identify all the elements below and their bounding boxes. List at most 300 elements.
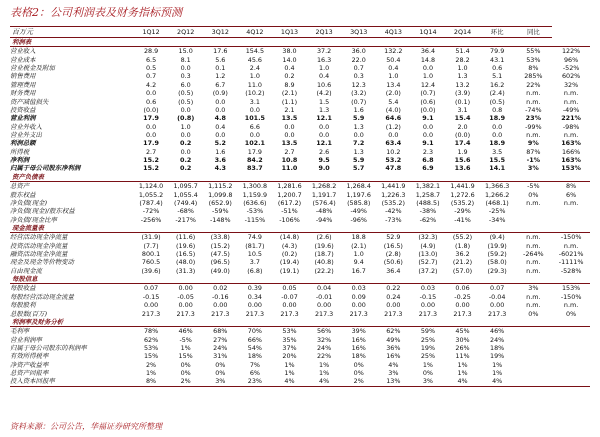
- table-row: [10, 56, 590, 64]
- table-cell: [203, 173, 238, 182]
- section-label: 每股信息: [10, 275, 134, 284]
- table-cell: 3.6: [214, 156, 226, 165]
- table-cell: 46%: [490, 327, 505, 336]
- table-cell: 11.0: [247, 80, 262, 89]
- table-cell: 153%: [561, 164, 581, 173]
- table-cell: 5.6: [215, 55, 226, 64]
- table-cell: (617.2): [277, 198, 302, 207]
- table-cell: 4.2: [145, 80, 157, 89]
- table-cell: (787.4): [139, 198, 163, 207]
- section-label: 现金流量表: [10, 224, 134, 233]
- table-cell: (19.4): [279, 258, 300, 267]
- table-cell: [341, 173, 376, 182]
- table-cell: 760.5: [141, 258, 161, 267]
- table-cell: -72%: [142, 207, 160, 216]
- table-cell: 3%: [527, 164, 539, 173]
- table-cell: 9%: [527, 139, 539, 148]
- table-cell: [552, 207, 590, 215]
- table-cell: 11.0: [281, 164, 298, 173]
- table-cell: -148%: [209, 215, 231, 224]
- table-cell: [238, 173, 273, 182]
- table-cell: 45.6: [247, 55, 262, 64]
- table-cell: 46%: [178, 327, 193, 336]
- table-cell: 2.7: [145, 147, 157, 156]
- table-cell: 1.6: [353, 105, 364, 114]
- table-cell: 0.03: [351, 284, 366, 293]
- table-cell: [552, 224, 590, 233]
- table-cell: -150%: [560, 292, 582, 301]
- table-cell: 1%: [180, 343, 191, 352]
- table-cell: -0.01: [315, 292, 333, 301]
- table-cell: 0.00: [178, 284, 193, 293]
- table-cell: 0%: [353, 360, 364, 369]
- table-cell: 15.6: [454, 156, 471, 165]
- table-cell: (4.2): [316, 89, 332, 98]
- table-row: [10, 250, 590, 258]
- table-cell: (636.6): [243, 198, 267, 207]
- table-cell: 51.4: [455, 47, 470, 56]
- row-label: 总资产: [10, 182, 30, 191]
- table-cell: [480, 173, 515, 182]
- table-cell: 1,300.8: [242, 182, 268, 191]
- table-cell: 0.2: [180, 139, 192, 148]
- table-cell: [480, 318, 515, 327]
- row-label: 每股经营活动现金流量: [10, 292, 74, 301]
- table-cell: 17.6: [213, 47, 228, 56]
- table-cell: 38.0: [282, 47, 297, 56]
- table-cell: 3%: [388, 369, 399, 378]
- table-cell: (6.8): [247, 266, 263, 275]
- table-cell: 217.3: [488, 309, 507, 318]
- table-cell: 0%: [180, 360, 191, 369]
- table-cell: 4%: [272, 377, 307, 386]
- table-cell: 12.1: [316, 114, 332, 123]
- table-cell: [411, 318, 446, 327]
- table-cell: 10.2: [386, 147, 401, 156]
- table-cell: -99%: [525, 122, 542, 131]
- table-cell: n.m.: [563, 89, 579, 98]
- table-row: [10, 284, 590, 293]
- table-cell: 0.0: [284, 122, 295, 131]
- table-cell: -94%: [315, 215, 333, 224]
- table-cell: n.m.: [526, 97, 541, 106]
- table-cell: -96%: [350, 215, 367, 224]
- table-row: [10, 301, 590, 309]
- table-cell: 1%: [492, 360, 503, 369]
- table-cell: 217.3: [314, 309, 334, 318]
- row-label: 每股股利: [10, 301, 36, 310]
- table-cell: (39.6): [141, 266, 161, 275]
- table-cell: (0.9): [212, 89, 228, 98]
- column-header: 2Q12: [168, 27, 203, 38]
- table-cell: 16%: [351, 335, 366, 344]
- table-cell: 1%: [492, 369, 503, 378]
- table-row: [10, 106, 590, 114]
- row-label: 财务费用: [10, 89, 36, 98]
- table-cell: 6%: [249, 369, 260, 378]
- table-row: [10, 336, 590, 344]
- table-cell: [552, 352, 590, 360]
- row-label: 销售费用: [10, 72, 36, 81]
- table-cell: 1,055.4: [173, 190, 198, 199]
- table-cell: 3.7: [249, 258, 260, 267]
- table-cell: 1,272.6: [450, 190, 475, 199]
- table-cell: 63.4: [385, 139, 402, 148]
- table-cell: (19.1): [279, 266, 300, 275]
- table-cell: 2%: [145, 360, 157, 369]
- table-cell: (13.0): [418, 250, 438, 259]
- table-cell: [514, 173, 552, 182]
- table-cell: 1,441.9: [381, 182, 406, 191]
- table-cell: 31%: [213, 352, 228, 361]
- table-cell: [514, 216, 552, 224]
- table-cell: 39%: [351, 327, 366, 336]
- table-cell: 18.9: [489, 139, 506, 148]
- table-cell: [514, 38, 552, 47]
- table-cell: -5%: [179, 335, 192, 344]
- table-cell: (55.2): [452, 233, 473, 242]
- row-label: 净负债(现金): [10, 198, 47, 207]
- table-cell: [134, 173, 169, 182]
- table-cell: [238, 318, 273, 327]
- table-cell: 0.02: [213, 284, 228, 293]
- table-cell: [341, 38, 376, 47]
- table-cell: -59%: [212, 207, 229, 216]
- table-cell: 2.7: [284, 147, 295, 156]
- table-cell: 15.4: [454, 114, 471, 123]
- table-cell: -53%: [246, 207, 264, 216]
- table-cell: -48%: [315, 207, 333, 216]
- table-cell: [376, 318, 411, 327]
- table-cell: 17.4: [454, 139, 471, 148]
- table-cell: 132.2: [384, 47, 403, 56]
- table-cell: 8.9: [284, 80, 295, 89]
- table-cell: [134, 275, 169, 284]
- table-cell: 0.0: [180, 105, 191, 114]
- table-cell: 16%: [386, 352, 401, 361]
- table-cell: 0.6: [492, 64, 503, 73]
- table-cell: 0.2: [284, 72, 295, 81]
- table-cell: 4.3: [214, 164, 226, 173]
- table-cell: 2%: [341, 377, 376, 386]
- table-cell: 217.3: [349, 309, 368, 318]
- table-cell: 0.0: [215, 105, 226, 114]
- table-cell: n.m.: [563, 241, 579, 250]
- table-cell: 1,441.9: [450, 182, 475, 191]
- row-label: 营业外支出: [10, 130, 42, 139]
- table-cell: 1,055.2: [138, 190, 164, 199]
- table-cell: 68%: [213, 327, 228, 336]
- column-header: 1Q13: [272, 27, 307, 38]
- table-row: [10, 258, 590, 266]
- table-cell: [514, 327, 552, 336]
- table-cell: 0.0: [145, 130, 157, 139]
- table-cell: [272, 173, 307, 182]
- table-cell: (7.7): [143, 241, 159, 250]
- table-cell: [307, 318, 342, 327]
- table-cell: 0.00: [455, 301, 470, 310]
- table-cell: 0.0: [249, 130, 260, 139]
- table-cell: 166%: [561, 147, 581, 156]
- table-cell: 8.1: [180, 55, 191, 64]
- table-cell: n.m.: [526, 233, 541, 242]
- table-cell: -0.07: [281, 292, 298, 301]
- row-label: 利润总额: [10, 139, 36, 148]
- table-cell: -38%: [419, 207, 437, 216]
- table-cell: 0.4: [284, 64, 295, 73]
- table-row: [10, 207, 590, 215]
- table-cell: 0.0: [492, 130, 503, 139]
- table-row: [10, 64, 590, 72]
- table-cell: 11%: [455, 352, 470, 361]
- row-label: 毛利率: [10, 327, 30, 336]
- table-cell: 9.5: [318, 156, 330, 165]
- table-cell: 1,124.0: [138, 182, 164, 191]
- table-cell: 0.0: [422, 122, 434, 131]
- table-cell: 36.0: [351, 47, 366, 56]
- table-cell: 56%: [316, 327, 332, 336]
- row-label: 总股数(百万): [10, 309, 47, 318]
- table-cell: 154.5: [245, 47, 265, 56]
- table-cell: 6.6: [249, 122, 260, 131]
- column-header: 3Q12: [203, 27, 238, 38]
- table-cell: [445, 318, 480, 327]
- column-header: 环比: [480, 27, 515, 38]
- table-cell: (0.7): [351, 97, 367, 106]
- table-cell: [480, 38, 515, 47]
- table-cell: 13.5: [281, 139, 298, 148]
- table-cell: (50.6): [383, 258, 403, 267]
- table-cell: (52.7): [418, 258, 438, 267]
- table-cell: 1.2: [215, 72, 226, 81]
- table-cell: (16.5): [176, 250, 196, 259]
- table-cell: 0.6: [145, 97, 157, 106]
- table-cell: n.m.: [563, 97, 579, 106]
- table-cell: 0.0: [145, 122, 157, 131]
- table-cell: 1,095.7: [173, 182, 198, 191]
- table-cell: [134, 318, 169, 327]
- table-cell: 800.1: [141, 250, 161, 259]
- table-cell: (535.2): [381, 198, 405, 207]
- table-cell: (29.3): [487, 266, 507, 275]
- table-cell: (0.0): [143, 105, 159, 114]
- table-cell: 1%: [319, 360, 330, 369]
- table-cell: 7.2: [353, 139, 365, 148]
- table-cell: 43.1: [490, 55, 505, 64]
- table-cell: 8%: [134, 377, 169, 386]
- table-cell: 4.8: [214, 114, 226, 123]
- table-body: [10, 38, 590, 387]
- table-cell: -217%: [175, 215, 196, 224]
- table-cell: 0.06: [455, 284, 470, 293]
- table-cell: (468.1): [485, 198, 509, 207]
- table-cell: [168, 173, 203, 182]
- table-cell: (1.1): [281, 97, 298, 106]
- table-cell: 0.3: [180, 72, 191, 81]
- table-cell: 217.3: [280, 309, 299, 318]
- table-cell: 0.07: [490, 284, 505, 293]
- table-cell: [341, 275, 376, 284]
- column-header: 同比: [514, 27, 552, 38]
- table-cell: (0.1): [454, 97, 471, 106]
- table-cell: 17.9: [143, 139, 159, 148]
- table-row: [10, 89, 590, 97]
- table-cell: 1%: [145, 369, 157, 378]
- table-cell: [445, 38, 480, 47]
- table-cell: 3.1: [457, 105, 468, 114]
- table-cell: 1%: [284, 360, 295, 369]
- table-cell: (0.7): [420, 89, 436, 98]
- table-cell: 28.2: [455, 55, 470, 64]
- table-cell: 6%: [566, 190, 577, 199]
- table-cell: 55%: [526, 47, 541, 56]
- corner-label: 百万元: [10, 27, 134, 38]
- table-cell: [552, 361, 590, 369]
- table-cell: 1.0: [319, 64, 330, 73]
- table-cell: [272, 275, 307, 284]
- table-cell: 1%: [319, 369, 330, 378]
- table-cell: 0.4: [388, 64, 399, 73]
- row-label: 营业税金及附加: [10, 64, 55, 73]
- table-cell: 78%: [143, 327, 159, 336]
- table-cell: 0.00: [247, 301, 262, 310]
- table-cell: [307, 275, 342, 284]
- table-row: [10, 293, 590, 301]
- table-cell: 0.00: [143, 301, 159, 310]
- table-cell: 2.1: [284, 105, 295, 114]
- table-cell: [307, 224, 342, 233]
- table-cell: -0.15: [419, 292, 437, 301]
- table-cell: 74.9: [247, 233, 262, 242]
- table-cell: 1.3: [353, 122, 364, 131]
- table-cell: 18%: [351, 352, 366, 361]
- table-cell: -0.04: [488, 292, 506, 301]
- table-cell: [376, 275, 411, 284]
- table-cell: [514, 207, 552, 215]
- column-header: 1Q12: [134, 27, 169, 38]
- table-cell: 16%: [351, 343, 366, 352]
- table-cell: 0.24: [386, 292, 401, 301]
- table-cell: (488.5): [416, 198, 440, 207]
- table-cell: [307, 173, 342, 182]
- table-cell: 0.0: [180, 147, 191, 156]
- table-cell: [272, 38, 307, 47]
- table-cell: 25%: [420, 352, 436, 361]
- table-cell: 1.0: [388, 72, 399, 81]
- table-cell: 4%: [388, 360, 399, 369]
- section-label: 利润表: [10, 38, 134, 47]
- column-header: 4Q13: [376, 27, 411, 38]
- table-cell: (2.6): [316, 233, 332, 242]
- table-cell: 6.0: [180, 80, 191, 89]
- table-cell: 1,366.3: [484, 182, 510, 191]
- table-cell: [514, 275, 552, 284]
- table-cell: 24%: [490, 335, 505, 344]
- table-cell: [168, 318, 203, 327]
- table-cell: [376, 173, 411, 182]
- table-cell: 53.2: [385, 156, 402, 165]
- table-cell: [552, 327, 590, 336]
- table-cell: 0%: [353, 369, 364, 378]
- table-cell: 8%: [566, 182, 577, 191]
- table-cell: (21.2): [452, 258, 473, 267]
- table-cell: 14.1: [489, 164, 506, 173]
- table-cell: (47.5): [210, 250, 230, 259]
- table-cell: (18.7): [314, 250, 334, 259]
- table-row: [10, 182, 590, 191]
- table-cell: 14.8: [420, 55, 436, 64]
- table-cell: 6.7: [215, 80, 226, 89]
- table-cell: 2%: [168, 377, 203, 386]
- table-caption: 表格2：公司利润表及财务指标预测: [10, 6, 182, 19]
- table-cell: 0.0: [249, 105, 260, 114]
- table-cell: 1.3: [319, 105, 330, 114]
- table-cell: 1.0: [249, 72, 260, 81]
- table-cell: n.m.: [526, 258, 541, 267]
- table-cell: 96%: [563, 55, 579, 64]
- table-cell: 24%: [316, 343, 332, 352]
- table-cell: [552, 336, 590, 344]
- table-cell: [552, 216, 590, 224]
- table-cell: 1.0: [353, 250, 364, 259]
- table-cell: 2.4: [249, 64, 260, 73]
- table-cell: 25%: [420, 335, 436, 344]
- table-cell: 0.0: [422, 64, 434, 73]
- column-header: 2Q13: [307, 27, 342, 38]
- table-cell: 15.0: [178, 47, 193, 56]
- table-cell: n.m.: [526, 89, 541, 98]
- table-cell: 36%: [386, 343, 401, 352]
- table-cell: -41%: [454, 215, 471, 224]
- table-cell: 37.2: [316, 47, 332, 56]
- row-label: 管理费用: [10, 80, 36, 89]
- table-cell: 0.0: [319, 122, 330, 131]
- table-cell: 0.0: [284, 130, 295, 139]
- table-cell: 13%: [376, 377, 411, 386]
- table-cell: (585.8): [347, 198, 371, 207]
- row-label: 自由现金流: [10, 266, 42, 275]
- table-cell: 1,268.2: [311, 182, 337, 191]
- table-cell: 0.4: [319, 72, 330, 81]
- table-cell: 5.1: [492, 72, 503, 81]
- table-cell: -528%: [560, 266, 582, 275]
- table-cell: (0.8): [177, 114, 195, 123]
- table-cell: n.m.: [526, 130, 541, 139]
- table-cell: 0%: [422, 369, 433, 378]
- table-cell: 0.7: [145, 72, 157, 81]
- table-cell: 18%: [247, 352, 262, 361]
- table-cell: 22.0: [351, 55, 366, 64]
- row-label: 归属于母公司股东净利润: [10, 164, 81, 173]
- table-cell: -42%: [385, 207, 402, 216]
- row-label: 归属于母公司股东的利润率: [10, 343, 87, 352]
- table-cell: (32.3): [418, 233, 438, 242]
- table-cell: 0.5: [145, 64, 157, 73]
- table-cell: 1,115.2: [208, 182, 233, 191]
- table-cell: (749.4): [174, 198, 198, 207]
- table-cell: 10.8: [281, 156, 298, 165]
- column-header: 1Q14: [411, 27, 446, 38]
- table-cell: [168, 275, 203, 284]
- table-cell: 101.5: [244, 114, 265, 123]
- table-cell: 3.1: [249, 97, 260, 106]
- table-cell: 0.00: [316, 301, 332, 310]
- table-row: [10, 361, 590, 369]
- table-row: [10, 190, 590, 198]
- table-cell: 0.3: [353, 72, 364, 81]
- table-cell: n.m.: [526, 198, 541, 207]
- row-label: 营业利润率: [10, 335, 42, 344]
